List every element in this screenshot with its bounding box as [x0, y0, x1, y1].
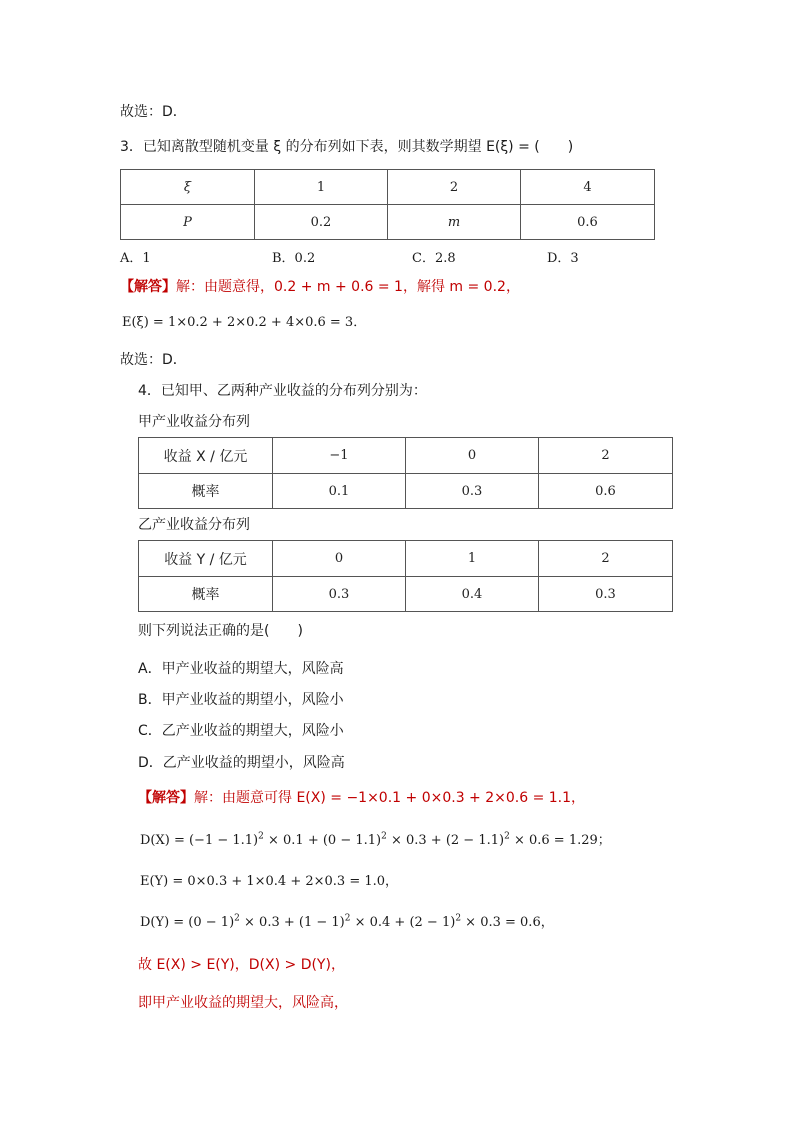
table-cell: 0.2: [255, 205, 388, 240]
table-cell: 0.3: [406, 474, 539, 509]
formula-part: × 0.6 = 1.29；: [509, 833, 611, 848]
q4-option-d: D．乙产业收益的期望小，风险高: [138, 755, 345, 771]
table-cell: 0: [406, 438, 539, 474]
table-cell: 收益 Y / 亿元: [139, 541, 273, 577]
q4-stem: 4．已知甲、乙两种产业收益的分布列分别为：: [138, 383, 427, 399]
table-row: [121, 170, 655, 205]
solution-text: 解：由题意得，0.2 + m + 0.6 = 1，解得 m = 0.2，: [176, 279, 520, 295]
table-cell: 概率: [139, 474, 273, 509]
solution-text: 解：由题意可得 E(X) = −1×0.1 + 0×0.3 + 2×0.6 = 1.1，: [194, 790, 586, 806]
q4-table-a: [138, 437, 673, 509]
table-row: [139, 541, 673, 577]
table-cell: P: [121, 205, 255, 240]
table-cell: 0.3: [539, 577, 673, 612]
table-cell: 1: [406, 541, 539, 577]
table-cell: 2: [539, 541, 673, 577]
table-cell: ξ: [121, 170, 255, 205]
q4-table-b-title: 乙产业收益分布列: [138, 517, 250, 533]
exponent: 2: [455, 913, 462, 924]
q4-solution-line2: [140, 832, 611, 850]
table-cell: 2: [539, 438, 673, 474]
option-a: A．1: [120, 251, 151, 266]
q4-solution-line1: [138, 789, 585, 807]
q4-option-b: B．甲产业收益的期望小，风险小: [138, 692, 344, 708]
formula-part: D(Y) = (0 − 1): [140, 915, 235, 930]
q4-option-a: A．甲产业收益的期望大，风险高: [138, 661, 344, 677]
table-cell: 0.6: [539, 474, 673, 509]
table-cell: m: [388, 205, 521, 240]
table-row: [139, 577, 673, 612]
formula-part: × 0.4 + (2 − 1): [350, 915, 456, 930]
q4-solution-line4: [140, 914, 554, 932]
q3-distribution-table: [120, 169, 655, 240]
table-cell: 收益 X / 亿元: [139, 438, 273, 474]
exponent: 2: [258, 831, 264, 842]
formula-part: × 0.3 + (1 − 1): [239, 915, 345, 930]
formula-part: × 0.3 + (2 − 1.1): [386, 833, 505, 848]
option-d: D．3: [547, 251, 579, 266]
q4-table-b: [138, 540, 673, 612]
q3-stem: 3．已知离散型随机变量 ξ 的分布列如下表，则其数学期望 E(ξ) = ( ): [120, 139, 574, 155]
table-cell: 0: [273, 541, 406, 577]
option-c: C．2.8: [412, 251, 456, 266]
solution-tag: 【解答】: [138, 790, 194, 806]
table-cell: 2: [388, 170, 521, 205]
q4-solution-line3: E(Y) = 0×0.3 + 1×0.4 + 2×0.3 = 1.0，: [140, 874, 399, 889]
table-row: [121, 205, 655, 240]
q4-table-a-title: 甲产业收益分布列: [138, 414, 250, 430]
exponent: 2: [234, 913, 240, 924]
exponent: 2: [381, 831, 387, 842]
q4-option-c: C．乙产业收益的期望大，风险小: [138, 723, 344, 739]
exponent: 2: [504, 831, 510, 842]
formula-part: × 0.3 = 0.6，: [461, 915, 554, 930]
q3-solution-line1: [120, 278, 520, 296]
formula-part: D(X) = (−1 − 1.1): [140, 833, 259, 848]
option-b: B．0.2: [272, 251, 316, 266]
formula-part: × 0.1 + (0 − 1.1): [263, 833, 382, 848]
table-cell: 0.6: [521, 205, 655, 240]
q3-answer: 故选：D．: [120, 352, 187, 368]
table-cell: 1: [255, 170, 388, 205]
table-row: [139, 474, 673, 509]
table-cell: 概率: [139, 577, 273, 612]
table-cell: 4: [521, 170, 655, 205]
solution-tag: 【解答】: [120, 279, 176, 295]
table-cell: 0.3: [273, 577, 406, 612]
table-cell: −1: [273, 438, 406, 474]
q4-question: 则下列说法正确的是( ): [138, 623, 303, 639]
q3-solution-line2: E(ξ) = 1×0.2 + 2×0.2 + 4×0.6 = 3．: [122, 315, 367, 330]
table-cell: 0.1: [273, 474, 406, 509]
q2-answer: 故选：D．: [120, 104, 187, 120]
q4-solution-line6: 即甲产业收益的期望大，风险高，: [138, 995, 348, 1011]
exponent: 2: [344, 913, 351, 924]
q4-solution-line5: 故 E(X) > E(Y)，D(X) > D(Y)，: [138, 957, 345, 973]
table-cell: 0.4: [406, 577, 539, 612]
table-row: [139, 438, 673, 474]
